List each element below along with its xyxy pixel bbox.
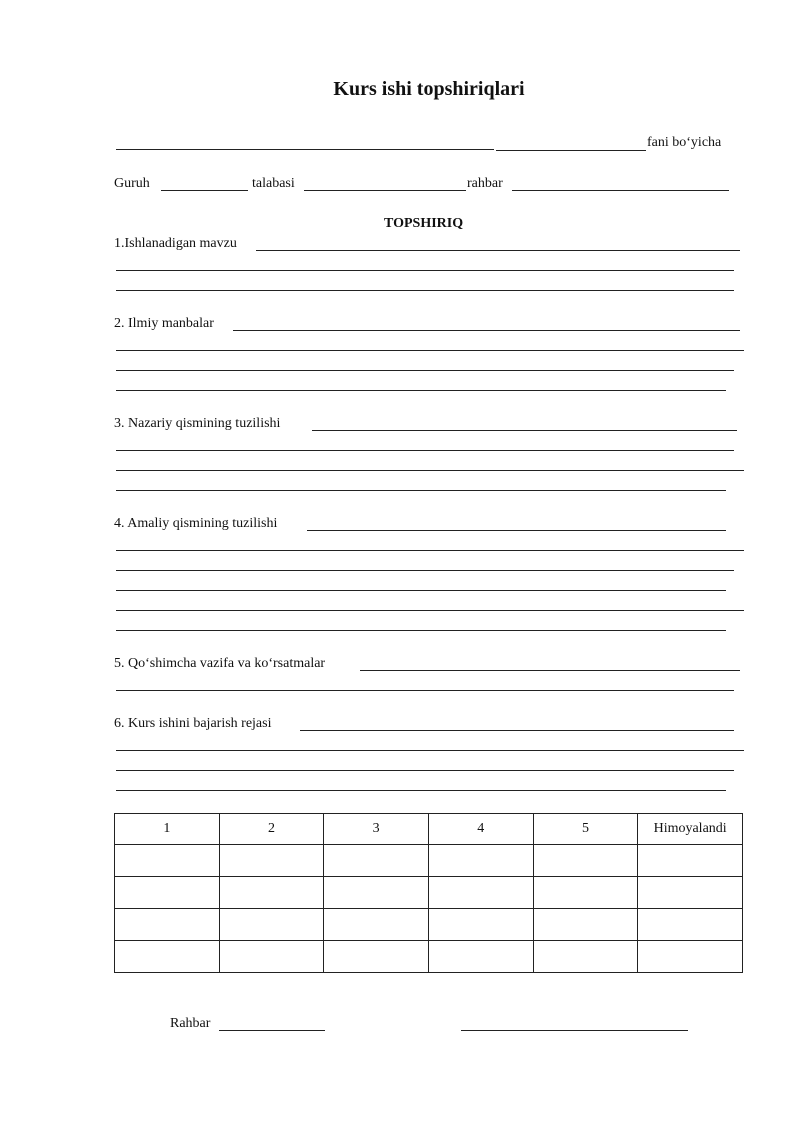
item-4-label: 4. Amaliy qismining tuzilishi [114,516,278,531]
item-2-blank[interactable] [233,330,740,331]
supervisor-blank[interactable] [512,190,729,191]
item-1-line[interactable] [116,290,734,291]
table-cell[interactable] [428,941,533,973]
subject-blank-extension[interactable] [496,150,646,151]
section-title: TOPSHIRIQ [384,216,464,231]
table-cell[interactable] [324,909,429,941]
item-4-line[interactable] [116,630,726,631]
table-header-cell: 5 [533,814,638,845]
table-cell[interactable] [115,877,220,909]
item-4-line[interactable] [116,590,726,591]
subject-blank[interactable] [116,149,494,150]
table-cell[interactable] [219,909,324,941]
table-cell[interactable] [533,909,638,941]
table-cell[interactable] [533,941,638,973]
table-cell[interactable] [324,877,429,909]
table-cell[interactable] [533,877,638,909]
footer-rahbar-blank[interactable] [219,1030,325,1031]
table-cell[interactable] [638,909,743,941]
item-4-line[interactable] [116,550,744,551]
item-5-blank[interactable] [360,670,740,671]
footer-signature-blank[interactable] [461,1030,688,1031]
table-header-cell: 1 [115,814,220,845]
item-3-blank[interactable] [312,430,737,431]
item-1-line[interactable] [116,270,734,271]
item-6-line[interactable] [116,790,726,791]
item-3-line[interactable] [116,470,744,471]
item-6-label: 6. Kurs ishini bajarish rejasi [114,716,272,731]
guruh-label: Guruh [114,176,150,191]
table-cell[interactable] [638,845,743,877]
table-cell[interactable] [115,845,220,877]
table-cell[interactable] [324,941,429,973]
fani-label: fani bo‘yicha [647,135,722,150]
table-header-cell: 4 [428,814,533,845]
table-row [115,909,743,941]
item-6-line[interactable] [116,750,744,751]
footer-rahbar-label: Rahbar [170,1016,211,1031]
item-2-label: 2. Ilmiy manbalar [114,316,214,331]
item-5-label: 5. Qo‘shimcha vazifa va ko‘rsatmalar [114,656,326,671]
table-row [115,877,743,909]
item-3-label: 3. Nazariy qismining tuzilishi [114,416,281,431]
student-name-blank[interactable] [304,190,466,191]
item-1-blank[interactable] [256,250,740,251]
table-row [115,845,743,877]
guruh-blank[interactable] [161,190,248,191]
item-3-line[interactable] [116,450,734,451]
table-cell[interactable] [219,845,324,877]
item-4-line[interactable] [116,570,734,571]
table-cell[interactable] [428,877,533,909]
table-cell[interactable] [219,941,324,973]
table-row [115,941,743,973]
table-cell[interactable] [115,941,220,973]
item-2-line[interactable] [116,390,726,391]
item-1-label: 1.Ishlanadigan mavzu [114,236,237,251]
grades-table [114,813,743,973]
table-cell[interactable] [428,845,533,877]
table-cell[interactable] [638,941,743,973]
item-4-blank[interactable] [307,530,726,531]
table-cell[interactable] [115,909,220,941]
page-title: Kurs ishi topshiriqlari [333,78,525,100]
item-5-line[interactable] [116,690,734,691]
item-2-line[interactable] [116,370,734,371]
rahbar-header-label: rahbar [467,176,503,191]
table-header-row [115,814,743,845]
item-3-line[interactable] [116,490,726,491]
item-4-line[interactable] [116,610,744,611]
table-cell[interactable] [533,845,638,877]
table-cell[interactable] [324,845,429,877]
item-2-line[interactable] [116,350,744,351]
talabasi-label: talabasi [252,176,295,191]
table-cell[interactable] [219,877,324,909]
item-6-line[interactable] [116,770,734,771]
table-cell[interactable] [638,877,743,909]
item-6-blank[interactable] [300,730,734,731]
table-header-cell: Himoyalandi [638,814,743,845]
table-cell[interactable] [428,909,533,941]
table-header-cell: 2 [219,814,324,845]
table-header-cell: 3 [324,814,429,845]
